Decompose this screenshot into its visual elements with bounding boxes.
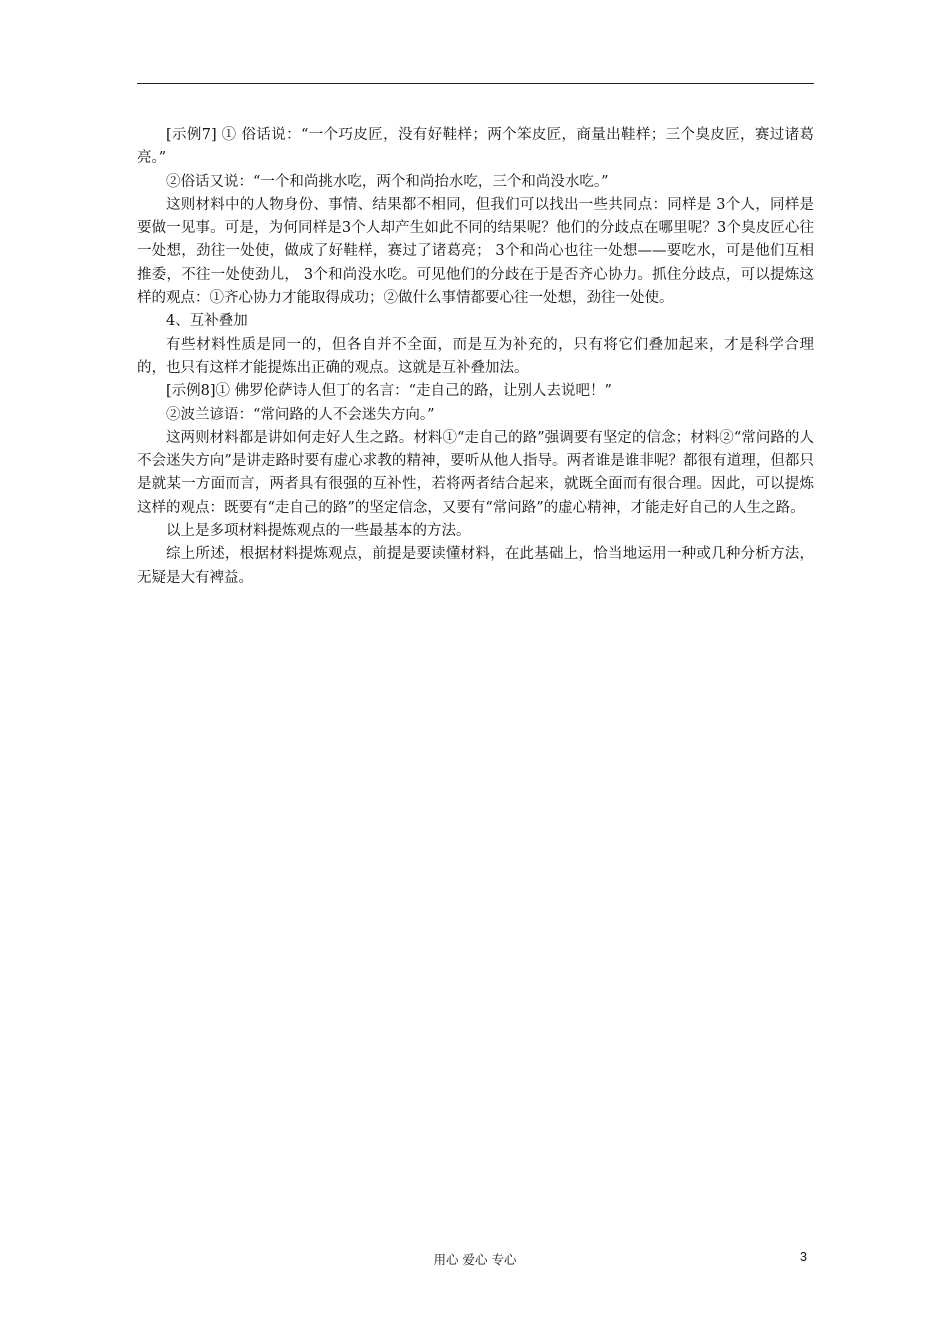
document-body: [137, 124, 814, 590]
paragraph-complementary-definition: 有些材料性质是同一的，但各自并不全面，而是互为补充的，只有将它们叠加起来，才是科学合理的，也只有这样才能提炼出正确的观点。这就是互补叠加法。: [137, 336, 814, 376]
page-number: 3: [800, 1250, 807, 1264]
paragraph-methods-summary: 以上是多项材料提炼观点的一些最基本的方法。: [166, 523, 471, 540]
paragraph-example-8-analysis: 这两则材料都是讲如何走好人生之路。材料①“走自己的路”强调要有坚定的信念；材料②“常问路的人不会迷失方向”是讲走路时要有虚心求教的精神，要听从他人指导。两者谁是谁非呢？都很有道理，但都只是就某一方面而言，两者具有很强的互补性，若将两者结合起来，就既全面而有很合理。因此，可以提炼这样的观点：既要有“走自己的路”的坚定信念，又要有“常问路”的虚心精神，才能走好自己的人生之路。: [137, 429, 814, 516]
section-heading-complementary-overlay: 4、互补叠加: [166, 313, 248, 330]
footer-slogan: 用心 爱心 专心: [433, 1252, 517, 1267]
paragraph-example-7-proverb-2: ②俗话又说：“一个和尚挑水吃，两个和尚抬水吃，三个和尚没水吃。”: [166, 173, 609, 190]
paragraph-example-8-quote-1: [示例8]① 佛罗伦萨诗人但丁的名言：“走自己的路，让别人去说吧！”: [166, 383, 612, 400]
paragraph-conclusion: 综上所述，根据材料提炼观点，前提是要读懂材料，在此基础上，恰当地运用一种或几种分析方法，无疑是大有裨益。: [137, 546, 814, 586]
header-rule: [137, 83, 814, 84]
paragraph-example-7-proverb-1: [示例7] ① 俗话说：“一个巧皮匠，没有好鞋样；两个笨皮匠，商量出鞋样；三个臭皮匠，赛过诸葛亮。”: [137, 127, 814, 167]
paragraph-example-7-analysis: 这则材料中的人物身份、事情、结果都不相同，但我们可以找出一些共同点：同样是 3个人，同样是要做一见事。可是，为何同样是3个人却产生如此不同的结果呢？他们的分歧点在哪里呢？3个臭皮匠心往一处想，劲往一处使，做成了好鞋样，赛过了诸葛亮； 3个和尚心也往一处想——要吃水，可是他们互相推委，不往一处使劲儿， 3个和尚没水吃。可见他们的分歧在于是否齐心协力。抓住分歧点，可以提炼这样的观点：①齐心协力才能取得成功；②做什么事情都要心往一处想，劲往一处使。: [137, 196, 814, 307]
paragraph-example-8-quote-2: ②波兰谚语：“常问路的人不会迷失方向。”: [166, 406, 435, 423]
